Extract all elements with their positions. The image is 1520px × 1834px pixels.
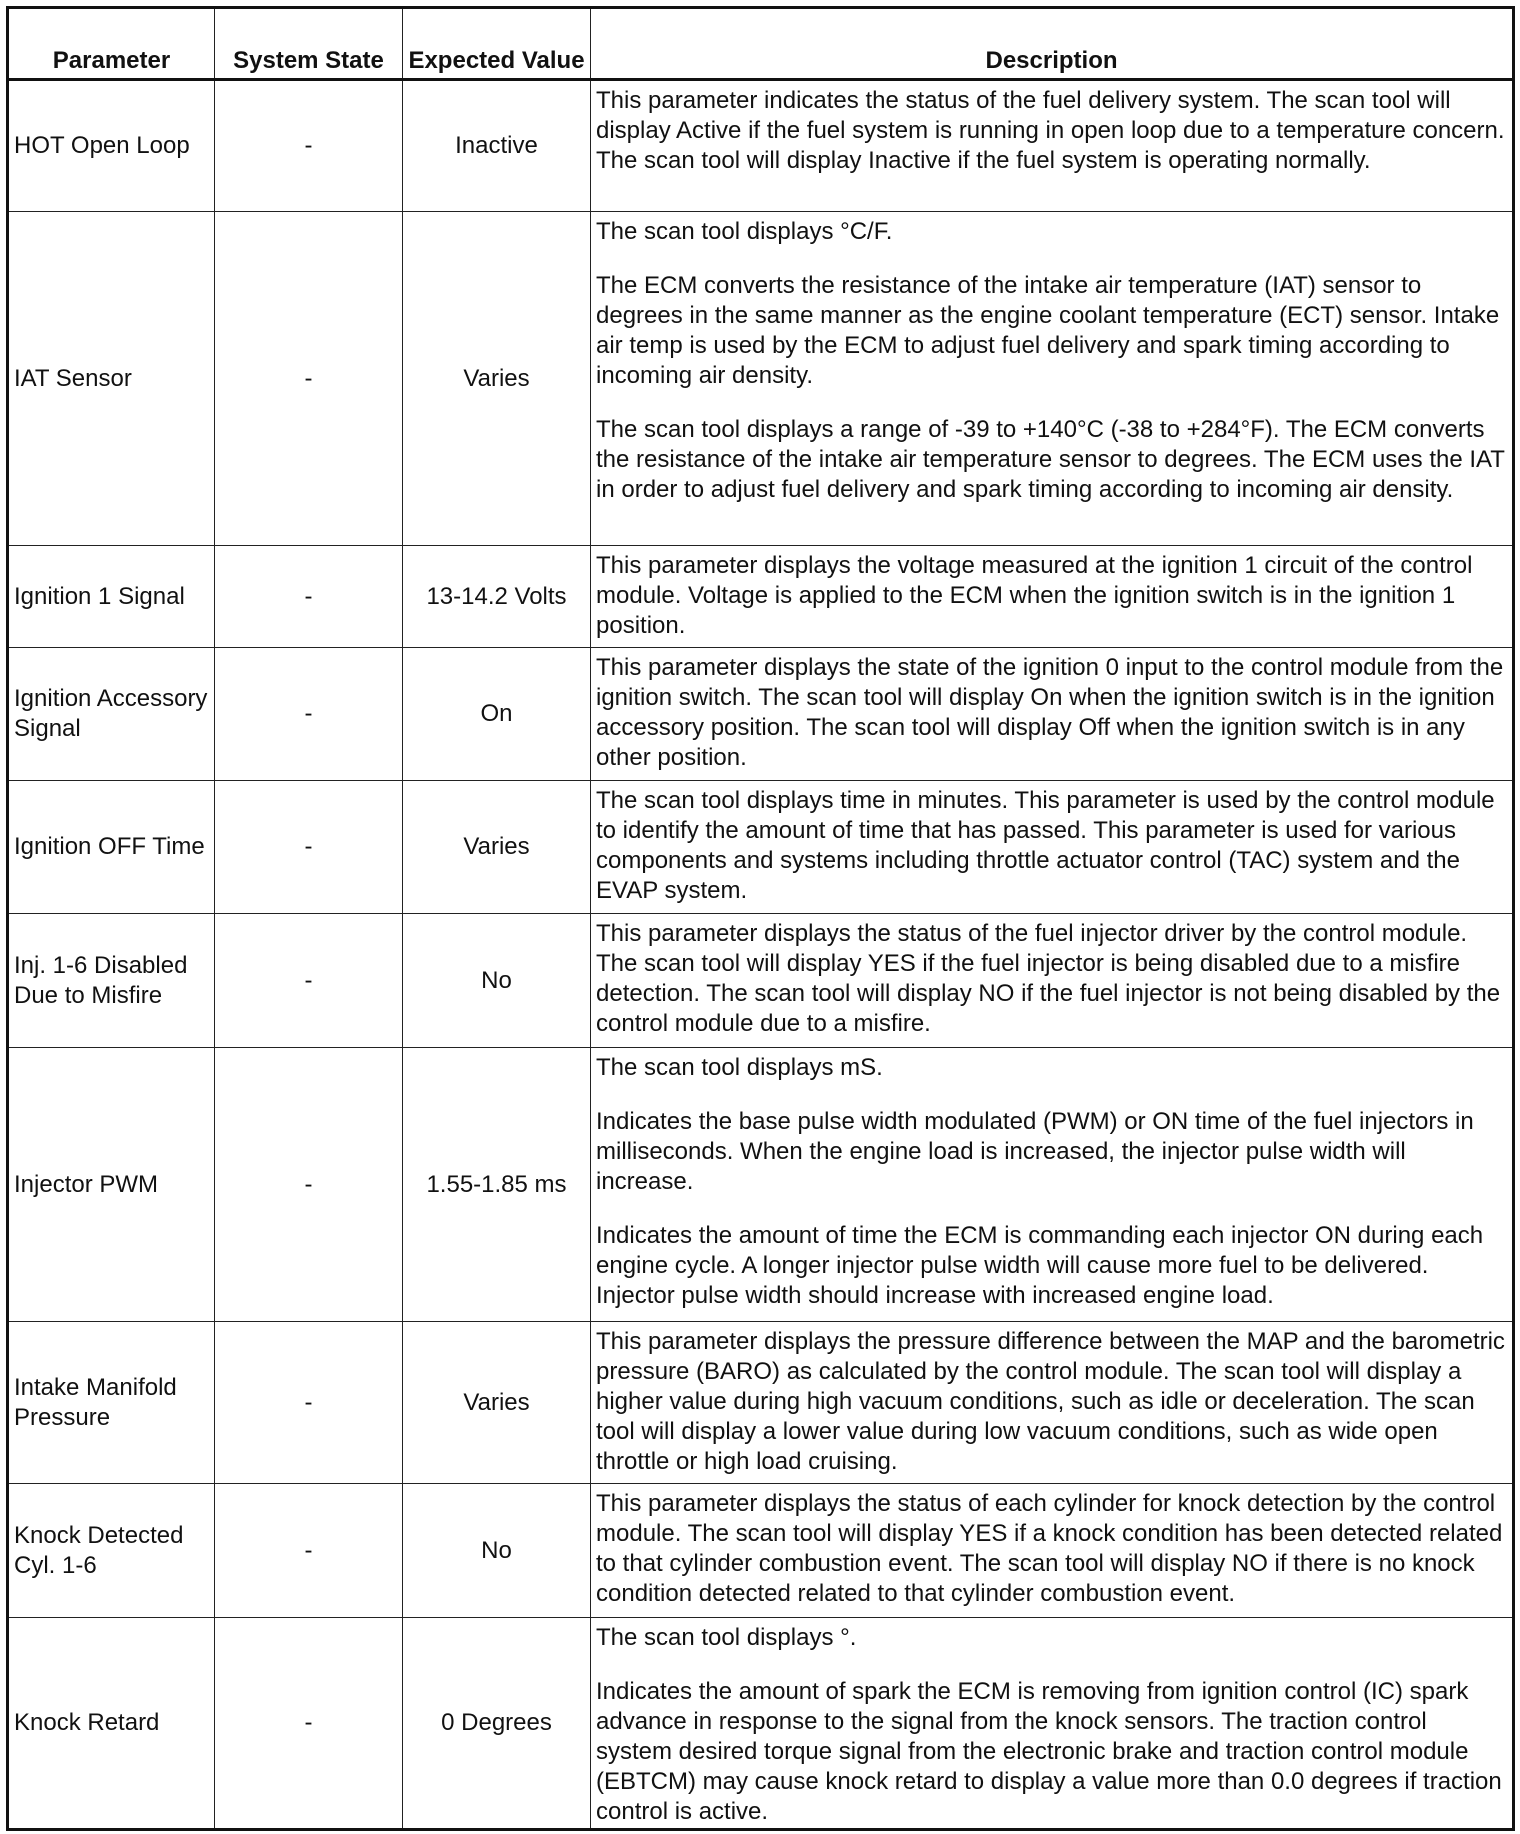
header-expected-value: Expected Value (403, 8, 591, 80)
row-description (591, 781, 1514, 914)
description-paragraph: Indicates the base pulse width modulated (PWM) or ON time of the fuel injectors in milliseconds. When the engine load is increased, the injector pulse width will increase. (596, 1108, 1474, 1195)
table-row (8, 781, 1514, 914)
row-description (591, 1322, 1514, 1484)
table-row (8, 914, 1514, 1048)
row-system-state: - (215, 1618, 403, 1830)
table-row (8, 648, 1514, 781)
description-paragraph: This parameter indicates the status of the fuel delivery system. The scan tool will display Active if the fuel system is running in open loop due to a temperature concern. The scan tool will display Inactive if the fuel system is operating normally. (596, 87, 1505, 174)
header-system-state: System State (215, 8, 403, 80)
row-system-state: - (215, 80, 403, 212)
description-paragraph: Indicates the amount of spark the ECM is removing from ignition control (IC) spark advance in response to the signal from the knock sensors. The traction control system desired torque signal from the electronic brake and traction control module (EBTCM) may cause knock retard to display a value more than 0.0 degrees if traction control is active. (596, 1678, 1502, 1825)
row-expected-value: On (403, 648, 591, 781)
description-paragraph: This parameter displays the voltage measured at the ignition 1 circuit of the control module. Voltage is applied to the ECM when the ignition switch is in the ignition 1 position. (596, 552, 1473, 639)
row-parameter: Inj. 1-6 Disabled Due to Misfire (8, 914, 215, 1048)
row-system-state: - (215, 1322, 403, 1484)
header-parameter: Parameter (8, 8, 215, 80)
description-paragraph: The scan tool displays °C/F. (596, 218, 893, 245)
description-paragraph: This parameter displays the pressure difference between the MAP and the barometric pressure (BARO) as calculated by the control module. The scan tool will display a higher value during high vacuum conditions, such as idle or deceleration. The scan tool will display a lower value during low vacuum conditions, such as wide open throttle or high load cruising. (596, 1328, 1505, 1475)
row-expected-value: Varies (403, 781, 591, 914)
row-parameter: Ignition 1 Signal (8, 546, 215, 648)
row-parameter: Knock Detected Cyl. 1-6 (8, 1484, 215, 1618)
table-row (8, 1484, 1514, 1618)
row-system-state: - (215, 546, 403, 648)
row-parameter: Ignition OFF Time (8, 781, 215, 914)
row-system-state: - (215, 1048, 403, 1322)
row-parameter: Intake Manifold Pressure (8, 1322, 215, 1484)
description-paragraph: The scan tool displays a range of -39 to +140°C (-38 to +284°F). The ECM converts the resistance of the intake air temperature sensor to degrees. The ECM uses the IAT in order to adjust fuel delivery and spark timing according to incoming air density. (596, 416, 1505, 503)
row-expected-value: No (403, 1484, 591, 1618)
description-paragraph: This parameter displays the state of the ignition 0 input to the control module from the ignition switch. The scan tool will display On when the ignition switch is in the ignition accessory position. The scan tool will display Off when the ignition switch is in any other position. (596, 654, 1504, 771)
row-parameter: HOT Open Loop (8, 80, 215, 212)
table-row (8, 1618, 1514, 1830)
row-system-state: - (215, 648, 403, 781)
row-description (591, 80, 1514, 212)
row-expected-value: Inactive (403, 80, 591, 212)
description-paragraph: The scan tool displays time in minutes. This parameter is used by the control module to identify the amount of time that has passed. This parameter is used for various components and systems including throttle actuator control (TAC) system and the EVAP system. (596, 787, 1495, 904)
row-description (591, 648, 1514, 781)
row-description (591, 1484, 1514, 1618)
description-paragraph: This parameter displays the status of each cylinder for knock detection by the control module. The scan tool will display YES if a knock condition has been detected related to that cylinder combustion event. The scan tool will display NO if there is no knock condition detected related to that cylinder combustion event. (596, 1490, 1503, 1607)
row-system-state: - (215, 212, 403, 546)
row-description (591, 1048, 1514, 1322)
table-row (8, 546, 1514, 648)
row-parameter: Injector PWM (8, 1048, 215, 1322)
row-description (591, 546, 1514, 648)
row-expected-value: Varies (403, 1322, 591, 1484)
row-expected-value: Varies (403, 212, 591, 546)
header-description: Description (591, 8, 1514, 80)
parameter-table (6, 6, 1515, 1831)
row-system-state: - (215, 781, 403, 914)
header-row (8, 8, 1514, 80)
description-paragraph: Indicates the amount of time the ECM is commanding each injector ON during each engine cycle. A longer injector pulse width will cause more fuel to be delivered. Injector pulse width should increase with increased engine load. (596, 1222, 1484, 1309)
description-paragraph: The ECM converts the resistance of the intake air temperature (IAT) sensor to degrees in the same manner as the engine coolant temperature (ECT) sensor. Intake air temp is used by the ECM to adjust fuel delivery and spark timing according to incoming air density. (596, 272, 1500, 389)
row-expected-value: 1.55-1.85 ms (403, 1048, 591, 1322)
row-description (591, 1618, 1514, 1830)
row-parameter: Knock Retard (8, 1618, 215, 1830)
row-description (591, 914, 1514, 1048)
row-description (591, 212, 1514, 546)
row-expected-value: 13-14.2 Volts (403, 546, 591, 648)
table-row (8, 1048, 1514, 1322)
row-parameter: IAT Sensor (8, 212, 215, 546)
table-row (8, 1322, 1514, 1484)
row-system-state: - (215, 1484, 403, 1618)
row-system-state: - (215, 914, 403, 1048)
row-expected-value: 0 Degrees (403, 1618, 591, 1830)
table-row (8, 80, 1514, 212)
description-paragraph: This parameter displays the status of the fuel injector driver by the control module. The scan tool will display YES if the fuel injector is being disabled due to a misfire detection. The scan tool will display NO if the fuel injector is not being disabled by the control module due to a misfire. (596, 920, 1501, 1037)
table-row (8, 212, 1514, 546)
row-expected-value: No (403, 914, 591, 1048)
description-paragraph: The scan tool displays °. (596, 1624, 857, 1651)
description-paragraph: The scan tool displays mS. (596, 1054, 883, 1081)
row-parameter: Ignition Accessory Signal (8, 648, 215, 781)
